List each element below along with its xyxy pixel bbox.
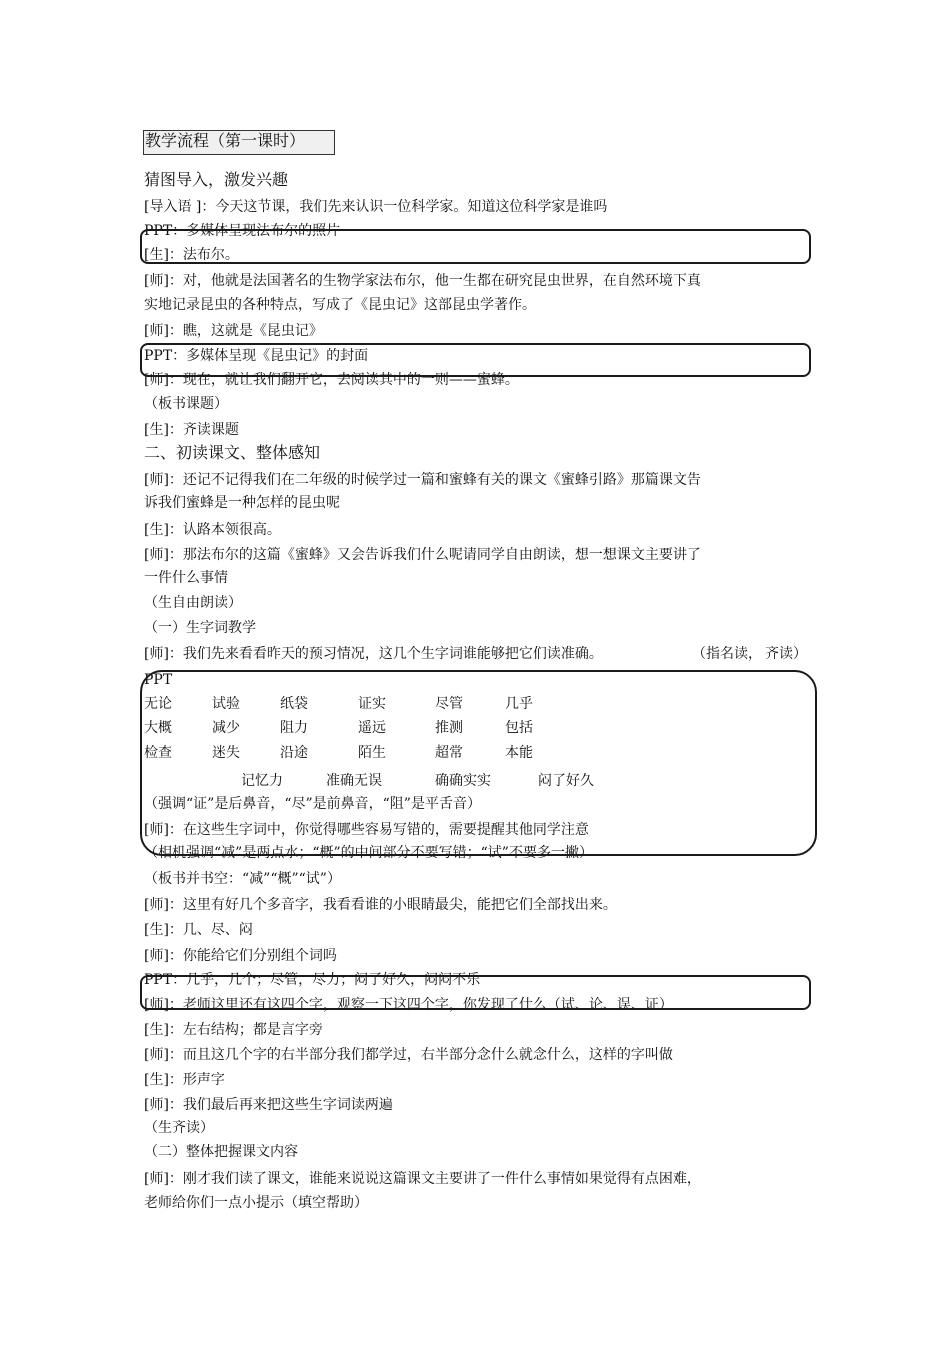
vocab-word: 减少 [212,720,240,736]
text-line: [师]：那法布尔的这篇《蜜蜂》又会告诉我们什么呢请同学自由朗读，想一想课文主要讲了 [144,547,701,563]
text-line: （板书课题） [144,396,228,412]
text-line: [导入语 ]：今天这节课，我们先来认识一位科学家。知道这位科学家是谁吗 [144,199,608,215]
text-line: PPT [144,672,173,688]
text-line: [生]：认路本领很高。 [144,522,281,538]
vocab-word: 陌生 [358,745,386,761]
text-line: [生]：几、尽、闷 [144,922,253,938]
text-line: 老师给你们一点小提示（填空帮助） [144,1195,368,1211]
text-line: [生]：左右结构；都是言字旁 [144,1022,323,1038]
vocab-word: 本能 [505,745,533,761]
text-line: [师]：我们最后再来把这些生字词读两遍 [144,1097,393,1113]
vocab-word: 记忆力 [241,773,283,789]
text-fragment: （指名读， [692,646,762,662]
text-line: （板书并书空：“减”“概”“试”） [144,871,341,887]
vocab-word: 遥远 [358,720,386,736]
text-line: [师]：我们先来看看昨天的预习情况，这几个生字词谁能够把它们读准确。 [144,646,603,662]
text-line: [生]：齐读课题 [144,422,239,438]
vocab-word: 准确无误 [326,773,382,789]
text-line: [师]：现在，就让我们翻开它，去阅读其中的一则——蜜蜂。 [144,372,519,388]
text-line: [师]：你能给它们分别组个词吗 [144,948,337,964]
text-fragment: 齐读） [765,646,807,662]
text-line: PPT：多媒体呈现法布尔的照片 [144,223,341,239]
vocab-word: 检查 [144,745,172,761]
vocab-word: 确确实实 [435,773,491,789]
vocab-word: 超常 [435,745,463,761]
text-line: （强调“证”是后鼻音，“尽”是前鼻音，“阻”是平舌音） [144,796,481,812]
text-line: PPT：多媒体呈现《昆虫记》的封面 [144,348,369,364]
vocab-word: 证实 [358,696,386,712]
text-line: [师]：老师这里还有这四个字，观察一下这四个字，你发现了什么（试、论、误、证） [144,997,673,1013]
vocab-word: 试验 [212,696,240,712]
vocab-word: 大概 [144,720,172,736]
vocab-word: 沿途 [280,745,308,761]
vocab-word: 纸袋 [280,696,308,712]
text-line: 诉我们蜜蜂是一种怎样的昆虫呢 [144,495,340,511]
section-heading-2: 二、初读课文、整体感知 [144,443,321,462]
text-line: （相机强调“减”是两点水；“概”的中间部分不要写错；“试”不要多一撇） [144,845,593,861]
text-line: 一件什么事情 [144,570,228,586]
text-line: PPT：几乎，几个；尽管，尽力；闷了好久，闷闷不乐 [144,972,481,988]
text-line: [师]：在这些生字词中，你觉得哪些容易写错的，需要提醒其他同学注意 [144,822,589,838]
text-line: 实地记录昆虫的各种特点，写成了《昆虫记》这部昆虫学著作。 [144,297,536,313]
vocab-word: 尽管 [435,696,463,712]
vocab-word: 无论 [144,696,172,712]
text-line: [师]：刚才我们读了课文，谁能来说说这篇课文主要讲了一件什么事情如果觉得有点困难， [144,1171,701,1187]
vocab-word: 包括 [505,720,533,736]
text-line: [师]：瞧，这就是《昆虫记》 [144,323,323,339]
section-heading-1: 猜图导入，激发兴趣 [144,170,289,189]
text-line: [师]：而且这几个字的右半部分我们都学过，右半部分念什么就念什么，这样的字叫做 [144,1047,673,1063]
vocab-word: 几乎 [505,696,533,712]
text-line: （生齐读） [144,1120,214,1136]
subsection-heading: （一）生字词教学 [144,620,256,636]
text-line: [师]：还记不记得我们在二年级的时候学过一篇和蜜蜂有关的课文《蜜蜂引路》那篇课文告 [144,472,701,488]
text-line: （生自由朗读） [144,595,242,611]
subsection-heading: （二）整体把握课文内容 [144,1144,298,1160]
vocab-word: 闷了好久 [538,773,594,789]
text-line: [生]：法布尔。 [144,247,239,263]
vocab-word: 迷失 [212,745,240,761]
text-line: [师]：对，他就是法国著名的生物学家法布尔，他一生都在研究昆虫世界，在自然环境下真 [144,273,701,289]
page-title: 教学流程（第一课时） [145,131,306,150]
vocab-word: 阻力 [280,720,308,736]
text-line: [师]：这里有好几个多音字，我看看谁的小眼睛最尖，能把它们全部找出来。 [144,897,617,913]
text-line: [生]：形声字 [144,1072,225,1088]
vocab-word: 推测 [435,720,463,736]
